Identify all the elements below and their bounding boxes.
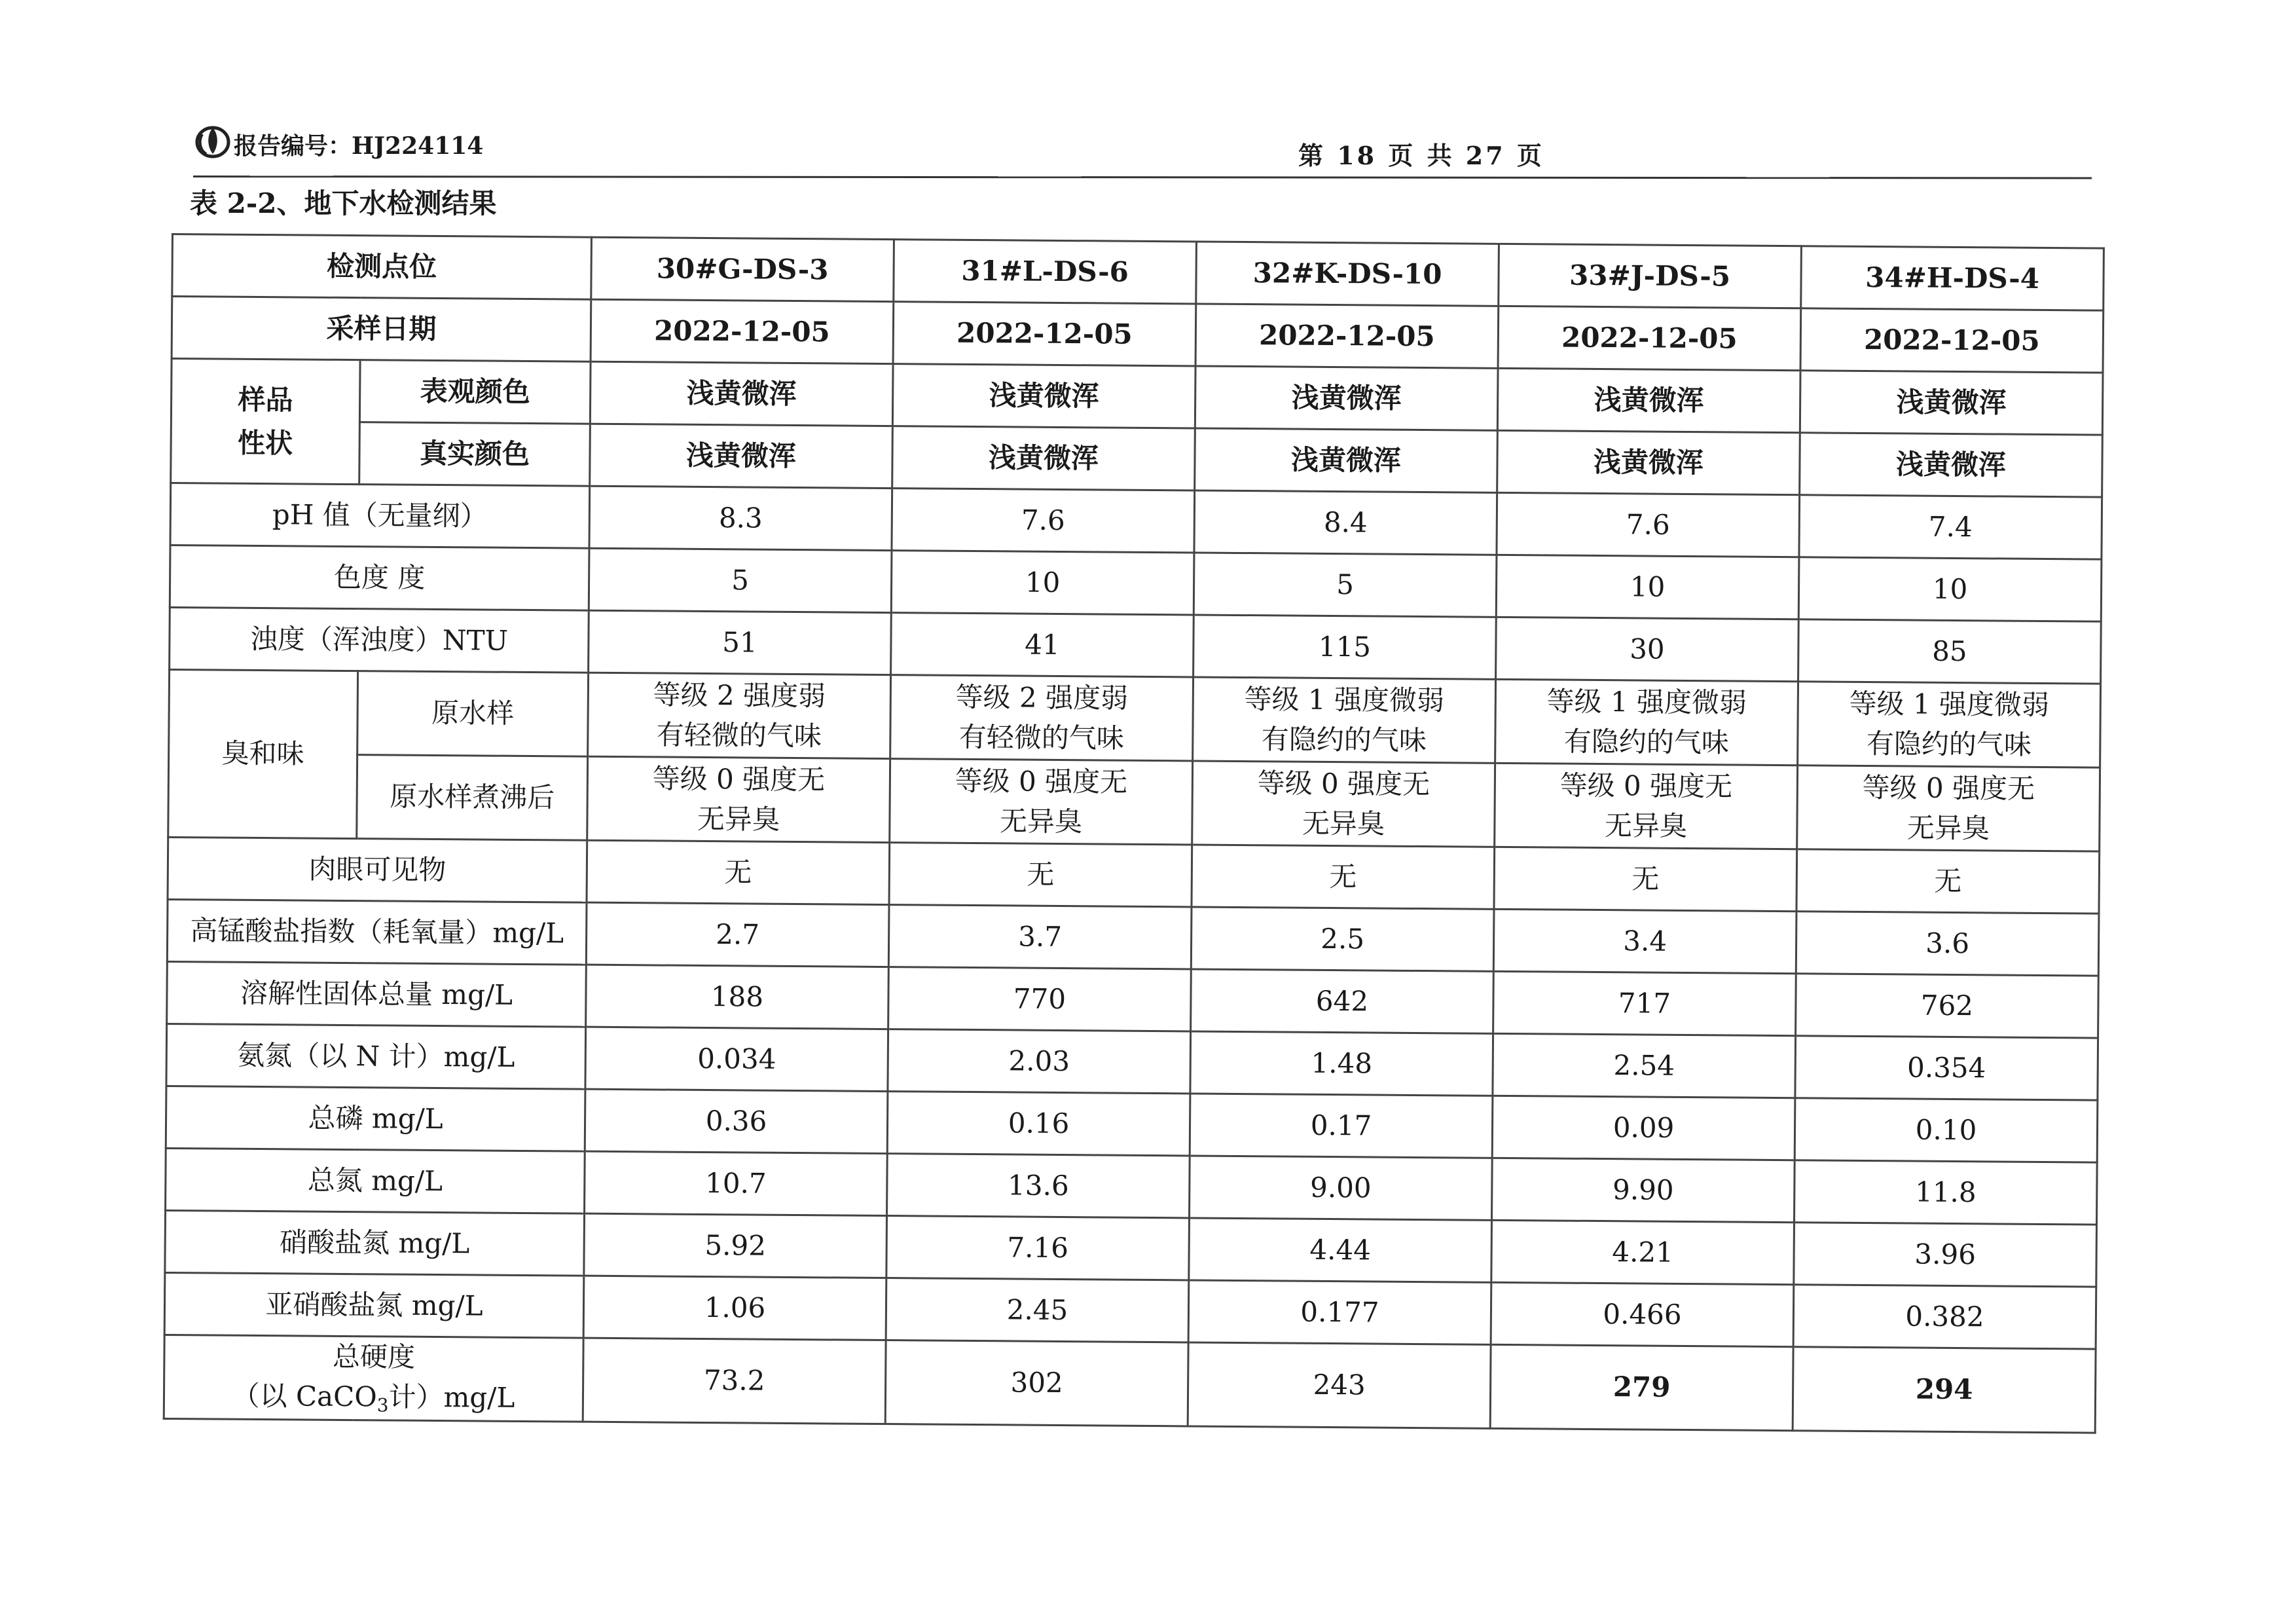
row-label: 总氮 mg/L [166, 1148, 585, 1213]
odor-line: 等级 2 强度弱 [955, 680, 1129, 714]
hardness-label-cell [164, 1335, 583, 1422]
value-cell: 717 [1493, 971, 1796, 1035]
value-cell: 10.7 [585, 1151, 888, 1215]
value-cell: 3.6 [1796, 912, 2099, 976]
value-cell: 41 [891, 613, 1194, 677]
odor-line: 等级 0 强度无 [955, 764, 1128, 798]
value-cell: 642 [1191, 969, 1494, 1033]
true-color-cell: 浅黄微浑 [1800, 433, 2103, 497]
value-cell: 7.6 [1497, 492, 1800, 557]
value-cell: 1.06 [583, 1276, 886, 1340]
value-cell: 4.44 [1189, 1218, 1492, 1282]
value-cell: 51 [589, 610, 892, 674]
value-cell: 7.4 [1799, 495, 2102, 559]
odor-line: 等级 0 强度无 [652, 762, 826, 796]
value-cell: 9.90 [1492, 1158, 1795, 1222]
row-label: 硝酸盐氮 mg/L [165, 1210, 585, 1276]
point-cell: 34#H-DS-4 [1801, 246, 2104, 310]
odor-group-header: 臭和味 [168, 669, 358, 838]
odor-cell [890, 759, 1193, 845]
value-cell: 279 [1490, 1344, 1793, 1430]
boiled-sample-header: 原水样煮沸后 [357, 755, 588, 841]
value-cell: 2.5 [1191, 907, 1494, 971]
value-cell: 8.4 [1194, 490, 1497, 555]
value-cell: 8.3 [589, 486, 892, 550]
value-cell: 3.7 [888, 905, 1192, 969]
table-row [164, 1335, 2096, 1433]
true-color-cell: 浅黄微浑 [590, 424, 893, 488]
odor-line: 等级 2 强度弱 [653, 678, 826, 712]
value-cell: 3.4 [1493, 909, 1796, 973]
odor-line: 有隐约的气味 [1261, 722, 1427, 756]
odor-line: 有隐约的气味 [1563, 725, 1730, 758]
value-cell: 4.21 [1491, 1220, 1795, 1284]
raw-sample-header: 原水样 [357, 671, 589, 757]
row-label: 肉眼可见物 [168, 837, 587, 902]
row-label: 色度 度 [170, 545, 589, 610]
value-cell: 302 [885, 1340, 1188, 1426]
table-row [169, 669, 2101, 767]
odor-cell [890, 675, 1194, 761]
odor-cell [1797, 766, 2100, 851]
date-cell: 2022-12-05 [1195, 304, 1499, 368]
sample-group-label: 样品性状 [237, 384, 293, 459]
apparent-color-cell: 浅黄微浑 [1195, 366, 1498, 430]
value-cell: 294 [1793, 1347, 2096, 1433]
odor-cell [1495, 679, 1798, 765]
date-cell: 2022-12-05 [893, 302, 1196, 366]
value-cell: 10 [1496, 555, 1799, 619]
value-cell: 2.54 [1493, 1033, 1796, 1098]
hardness-label-prefix: （以 CaCO [232, 1379, 377, 1413]
odor-line: 等级 0 强度无 [1559, 769, 1733, 803]
odor-line: 等级 1 强度微弱 [1546, 685, 1747, 719]
value-cell: 1.48 [1190, 1031, 1493, 1096]
row-label: 氨氮（以 N 计）mg/L [166, 1024, 586, 1089]
odor-line: 无异臭 [1302, 807, 1385, 840]
value-cell: 0.034 [585, 1027, 888, 1091]
value-cell: 0.466 [1491, 1282, 1794, 1346]
value-cell: 770 [888, 967, 1192, 1031]
value-cell: 243 [1188, 1342, 1491, 1428]
value-cell: 9.00 [1190, 1156, 1493, 1220]
apparent-color-cell: 浅黄微浑 [1497, 368, 1800, 432]
value-cell: 115 [1194, 615, 1497, 679]
odor-line: 有轻微的气味 [958, 720, 1125, 754]
value-cell: 0.177 [1188, 1280, 1491, 1344]
point-cell: 31#L-DS-6 [894, 240, 1197, 304]
sample-group-header [171, 359, 360, 485]
date-cell: 2022-12-05 [1800, 308, 2104, 373]
odor-line: 无异臭 [1604, 809, 1688, 842]
value-cell: 7.6 [892, 489, 1195, 553]
value-cell: 2.45 [886, 1278, 1189, 1342]
value-cell: 无 [1192, 845, 1495, 909]
value-cell: 0.354 [1795, 1036, 2098, 1100]
company-logo-icon [193, 121, 232, 160]
value-cell: 3.96 [1794, 1223, 2097, 1287]
value-cell: 0.10 [1795, 1098, 2098, 1162]
row-label: 浊度（浑浊度）NTU [170, 607, 589, 673]
point-cell: 32#K-DS-10 [1196, 242, 1499, 306]
value-cell: 5 [1194, 553, 1497, 617]
odor-line: 无异臭 [999, 804, 1083, 838]
table-row [168, 753, 2100, 851]
point-cell: 30#G-DS-3 [591, 237, 894, 301]
value-cell: 0.17 [1190, 1094, 1493, 1158]
value-cell: 5 [589, 548, 892, 612]
value-cell: 11.8 [1795, 1160, 2098, 1225]
value-cell: 7.16 [886, 1216, 1190, 1280]
results-table-container [163, 233, 2103, 1434]
value-cell: 无 [587, 840, 890, 904]
odor-cell [1193, 677, 1496, 763]
row-label: 高锰酸盐指数（耗氧量）mg/L [167, 899, 587, 965]
groundwater-results-table [163, 233, 2105, 1434]
page-header [193, 121, 2092, 180]
odor-line: 等级 0 强度无 [1257, 766, 1430, 800]
value-cell: 10 [891, 551, 1194, 615]
value-cell: 188 [586, 965, 889, 1029]
odor-line: 等级 0 强度无 [1862, 771, 2035, 805]
odor-line: 等级 1 强度微弱 [1244, 682, 1445, 716]
row-label: pH 值（无量纲） [170, 483, 590, 549]
hardness-label-suffix: 计）mg/L [388, 1380, 515, 1414]
row-label: 总磷 mg/L [166, 1086, 585, 1151]
value-cell: 30 [1496, 617, 1799, 681]
table-title: 表 2-2、地下水检测结果 [190, 187, 497, 219]
point-header: 检测点位 [172, 234, 592, 300]
value-cell: 0.382 [1793, 1285, 2096, 1349]
odor-line: 有轻微的气味 [656, 718, 822, 752]
apparent-color-cell: 浅黄微浑 [590, 361, 893, 426]
date-cell: 2022-12-05 [591, 299, 894, 363]
odor-cell [587, 756, 890, 842]
hardness-label-line1: 总硬度 [332, 1340, 416, 1374]
true-color-cell: 浅黄微浑 [1497, 430, 1800, 494]
value-cell: 762 [1796, 974, 2099, 1038]
apparent-color-cell: 浅黄微浑 [1800, 371, 2103, 435]
date-header: 采样日期 [172, 297, 591, 362]
value-cell: 无 [1494, 847, 1797, 911]
report-number: 报告编号：HJ224114 [234, 132, 484, 160]
row-label: 亚硝酸盐氮 mg/L [164, 1272, 584, 1338]
odor-line: 等级 1 强度微弱 [1849, 687, 2050, 721]
true-color-header: 真实颜色 [359, 422, 591, 487]
odor-cell [1192, 761, 1495, 847]
row-label: 溶解性固体总量 mg/L [167, 961, 587, 1027]
value-cell: 0.09 [1492, 1096, 1795, 1160]
page-number: 第 18 页 共 27 页 [1298, 141, 1544, 170]
value-cell: 无 [889, 843, 1192, 907]
value-cell: 5.92 [584, 1213, 887, 1278]
odor-cell [588, 673, 891, 758]
value-cell: 2.03 [888, 1029, 1191, 1094]
point-cell: 33#J-DS-5 [1499, 244, 1802, 308]
value-cell: 0.36 [585, 1089, 888, 1153]
apparent-color-header: 表观颜色 [359, 360, 591, 424]
value-cell: 0.16 [887, 1092, 1190, 1156]
hardness-label-subscript: 3 [376, 1394, 389, 1416]
odor-cell [1798, 682, 2101, 767]
true-color-cell: 浅黄微浑 [892, 426, 1195, 490]
value-cell: 2.7 [586, 902, 889, 967]
date-cell: 2022-12-05 [1498, 306, 1801, 370]
value-cell: 85 [1798, 619, 2102, 684]
value-cell: 73.2 [583, 1338, 886, 1424]
odor-cell [1495, 763, 1798, 849]
odor-line: 无异臭 [697, 802, 780, 836]
value-cell: 10 [1798, 557, 2102, 621]
odor-line: 无异臭 [1906, 811, 1990, 844]
value-cell: 13.6 [887, 1154, 1190, 1218]
apparent-color-cell: 浅黄微浑 [892, 364, 1195, 428]
odor-line: 有隐约的气味 [1866, 727, 2032, 761]
true-color-cell: 浅黄微浑 [1195, 428, 1498, 492]
value-cell: 无 [1796, 849, 2100, 913]
